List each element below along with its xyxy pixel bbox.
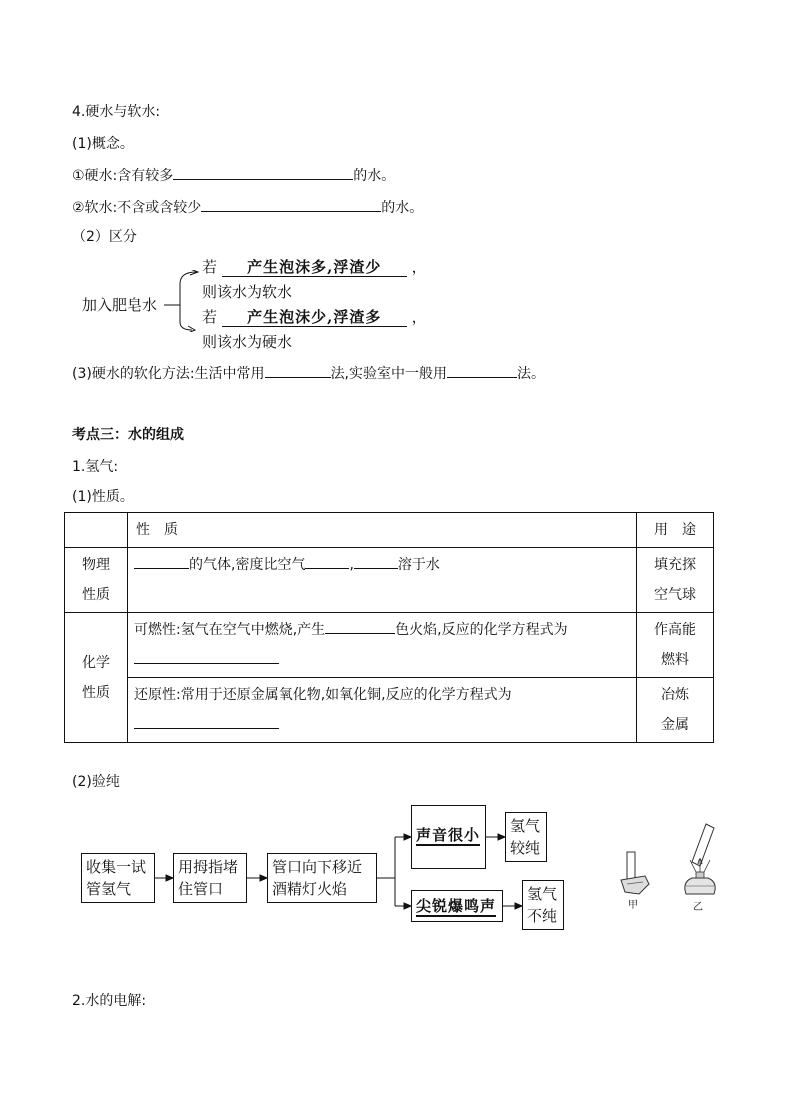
pure-result-box: 氢气 较纯 [505, 812, 547, 862]
combustion-text: 可燃性:氢气在空气中燃烧,产生 色火焰,反应的化学方程式为 [128, 613, 637, 678]
diagram-left-label: 加入肥皂水 [82, 296, 158, 314]
properties-label: (1)性质。 [72, 489, 134, 505]
step-collect-box: 收集一试 管氢气 [81, 853, 155, 903]
answer-1: 产生泡沫多,浮渣少 [222, 258, 407, 277]
figure-yi-label: 乙 [693, 902, 703, 913]
reduction-use: 冶炼 金属 [637, 678, 714, 743]
comma-1: ， [411, 258, 427, 276]
softening-mid: 法,实验室中一般用 [330, 366, 448, 382]
step-flame-box: 管口向下移近 酒精灯火焰 [267, 853, 377, 903]
softening-suffix: 法。 [517, 366, 546, 382]
chemical-label: 化学 性质 [65, 613, 128, 743]
purity-title: (2)验纯 [72, 774, 120, 790]
alcohol-lamp-icon [676, 822, 726, 902]
reduction-text: 还原性:常用于还原金属氧化物,如氧化铜,反应的化学方程式为 [128, 678, 637, 743]
hand-test-tube-icon [615, 850, 655, 900]
figure-jia-label: 甲 [628, 900, 638, 911]
header-property: 性 质 [128, 513, 637, 548]
impure-result-box: 氢气 不纯 [522, 880, 564, 930]
answer-2: 产生泡沫少,浮渣多 [222, 308, 407, 327]
concept-label: (1)概念。 [72, 136, 134, 152]
sound-sharp-box: 尖锐爆鸣声 [411, 890, 503, 922]
sound-low-box: 声音很小 [411, 805, 486, 869]
ruo-1: 若 [202, 258, 218, 276]
physical-text: 的气体,密度比空气 , 溶于水 [128, 548, 637, 613]
soft-water-prefix: ②软水:不含或含较少 [72, 200, 202, 216]
combustion-use: 作高能 燃料 [637, 613, 714, 678]
step-block-box: 用拇指堵 住管口 [173, 853, 247, 903]
result-2: 则该水为硬水 [202, 333, 293, 351]
kaodian-title: 考点三：水的组成 [72, 427, 184, 443]
electrolysis-title: 2.水的电解: [72, 993, 147, 1009]
hydrogen-label: 1.氢气: [72, 459, 119, 475]
softening-prefix: (3)硬水的软化方法:生活中常用 [72, 366, 265, 382]
result-1: 则该水为软水 [202, 283, 293, 301]
hard-water-prefix: ①硬水:含有较多 [72, 168, 174, 184]
ruo-2: 若 [202, 308, 218, 326]
physical-use: 填充探 空气球 [637, 548, 714, 613]
hard-water-suffix: 的水。 [353, 168, 396, 184]
soft-water-suffix: 的水。 [381, 200, 424, 216]
physical-label: 物理 性质 [65, 548, 128, 613]
header-use: 用 途 [637, 513, 714, 548]
distinguish-label: （2）区分 [72, 229, 137, 245]
comma-2: ， [411, 308, 427, 326]
section-title: 4.硬水与软水: [72, 104, 161, 120]
